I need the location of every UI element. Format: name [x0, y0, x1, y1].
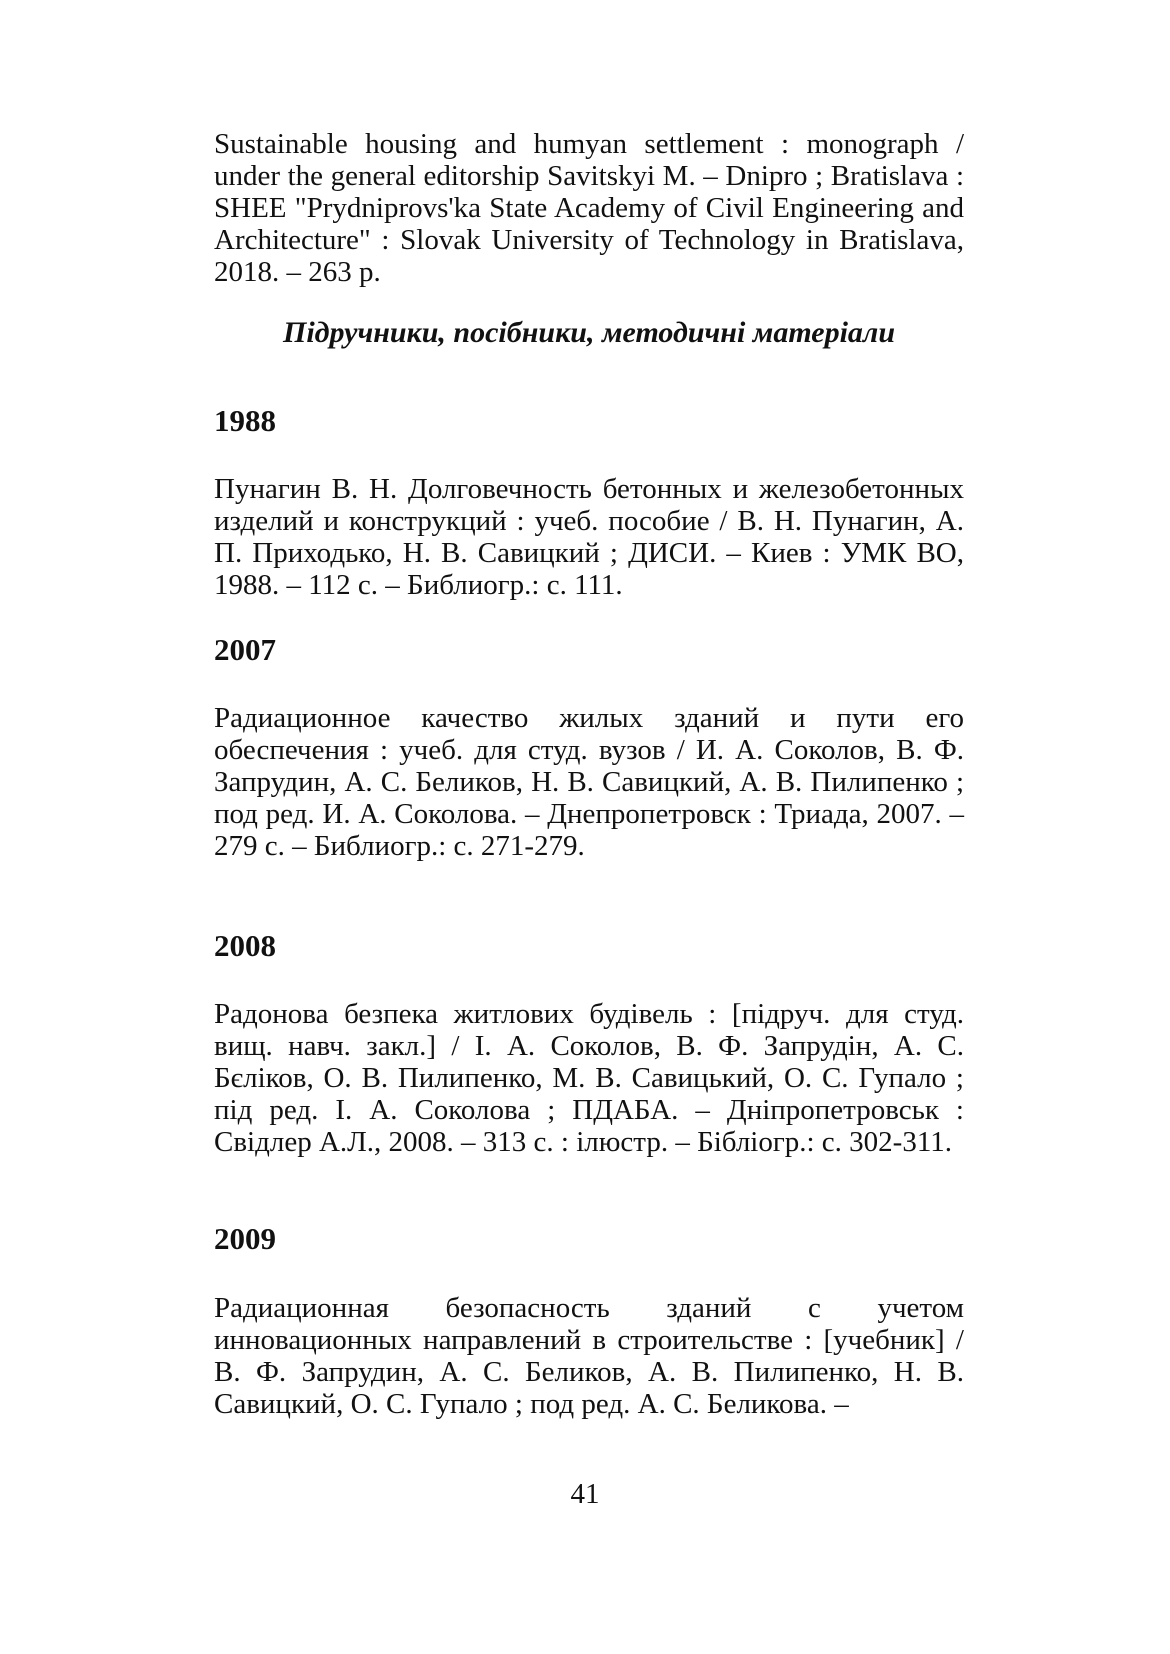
year-heading-1988: 1988 [214, 403, 276, 438]
year-heading-2008: 2008 [214, 928, 276, 963]
bibliography-entry-2007: Радиационное качество жилых зданий и пути его обеспечения : учеб. для студ. вузов / И. А. Соколов, В. Ф. Запрудин, А. С. Беликов, Н. В. Савицкий, А. В. Пилипенко ; под ред. И. А. Соколова. – Днепропетровск : Триада, 2007. – 279 с. – Библиогр.: с. 271-279. [214, 702, 964, 862]
page-number: 41 [570, 1478, 600, 1510]
year-heading-2007: 2007 [214, 632, 276, 667]
bibliography-entry-2008: Радонова безпека житлових будівель : [підруч. для студ. вищ. навч. закл.] / І. А. Соколов, В. Ф. Запрудін, А. С. Бєліков, О. В. Пилипенко, М. В. Савицький, О. С. Гупало ; під ред. І. А. Соколова ; ПДАБА. – Дніпропетровськ : Свідлер А.Л., 2008. – 313 с. : ілюстр. – Бібліогр.: с. 302-311. [214, 998, 964, 1158]
bibliography-entry-2009: Радиационная безопасность зданий с учетом инновационных направлений в строительстве : [учебник] / В. Ф. Запрудин, А. С. Беликов, А. В. Пилипенко, Н. В. Савицкий, О. С. Гупало ; под ред. А. С. Беликова. – [214, 1292, 964, 1420]
year-heading-2009: 2009 [214, 1221, 276, 1256]
section-heading: Підручники, посібники, методичні матеріали [282, 316, 896, 349]
bibliography-entry-monograph: Sustainable housing and humyan settlement : monograph / under the general editorship Savitskyi M. – Dnipro ; Bratislava : SHEE "Prydniprovs'ka State Academy of Civil Engineering and Architecture" : Slovak University of Technology in Bratislava, 2018. – 263 p. [214, 128, 964, 288]
bibliography-entry-1988: Пунагин В. Н. Долговечность бетонных и железобетонных изделий и конструкций : учеб. пособие / В. Н. Пунагин, А. П. Приходько, Н. В. Савицкий ; ДИСИ. – Киев : УМК ВО, 1988. – 112 с. – Библиогр.: с. 111. [214, 473, 964, 601]
